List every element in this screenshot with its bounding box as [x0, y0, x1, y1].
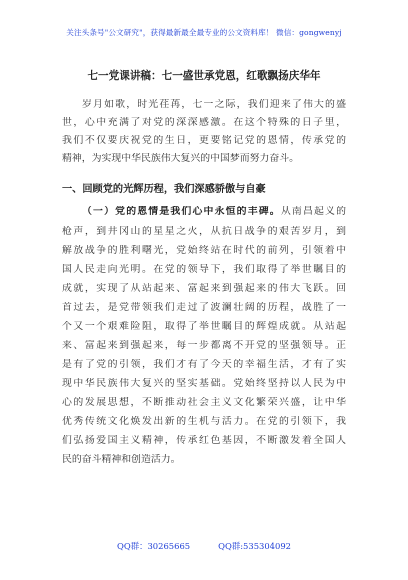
body-line: 枪声，到井冈山的星星之火，从抗日战争的艰苦岁月，到	[62, 226, 346, 237]
body-line: 来、富起来到强起来，每一步都离不开党的坚强领导。正	[62, 340, 346, 351]
body-line: 现中华民族伟大复兴的坚实基础。党始终坚持以人民为中	[62, 378, 346, 389]
body-line: 民的奋斗精神和创造活力。	[62, 454, 181, 465]
body-line: 们弘扬爱国主义精神，传承红色基因，不断激发着全国人	[62, 435, 346, 446]
intro-line: 岁月如歌，时光荏苒，七一之际，我们迎来了伟大的盛	[82, 99, 346, 110]
intro-line: 世，心中充满了对党的深深感激。在这个特殊的日子里，	[62, 117, 346, 128]
section-lead-rest: 从南昌起义的	[280, 206, 346, 217]
intro-line: 我们不仅要庆祝党的生日，更要铭记党的恩情，传承党的	[62, 135, 346, 146]
document-title: 七一党课讲稿：七一盛世承党恩，红歌飘扬庆华年	[87, 70, 321, 82]
footer-qq-group-1: QQ群：30265665	[117, 541, 191, 551]
intro-line: 精神，为实现中华民族伟大复兴的中国梦而努力奋斗。	[62, 153, 300, 164]
section-lead-line	[62, 206, 346, 218]
section-heading: 一、回顾党的光辉历程，我们深感骄傲与自豪	[62, 183, 266, 195]
header-banner: 关注头条号"公文研究"，获得最新最全最专业的公文资料库！ 微信：gongwenyj	[66, 28, 342, 37]
footer-banner	[0, 540, 408, 552]
section-lead-bold: （一）党的恩情是我们心中永恒的丰碑。	[82, 206, 281, 217]
body-line: 首过去，是党带领我们走过了波澜壮阔的历程，战胜了一	[62, 302, 346, 313]
body-line: 成就，实现了从站起来、富起来到强起来的伟大飞跃。回	[62, 283, 346, 294]
body-line: 国人民走向光明。在党的领导下，我们取得了举世瞩目的	[62, 264, 346, 275]
body-line: 解放战争的胜利曙光，党始终站在时代的前列，引领着中	[62, 245, 346, 256]
body-line: 是有了党的引领，我们才有了今天的幸福生活，才有了实	[62, 359, 346, 370]
body-line: 优秀传统文化焕发出新的生机与活力。在党的引领下，我	[62, 416, 346, 427]
body-line: 心的发展思想，不断推动社会主义文化繁荣兴盛，让中华	[62, 397, 346, 408]
body-line: 个又一个艰难险阻，取得了举世瞩目的辉煌成就。从站起	[62, 321, 346, 332]
footer-qq-group-2: QQ群:535304092	[218, 541, 291, 551]
